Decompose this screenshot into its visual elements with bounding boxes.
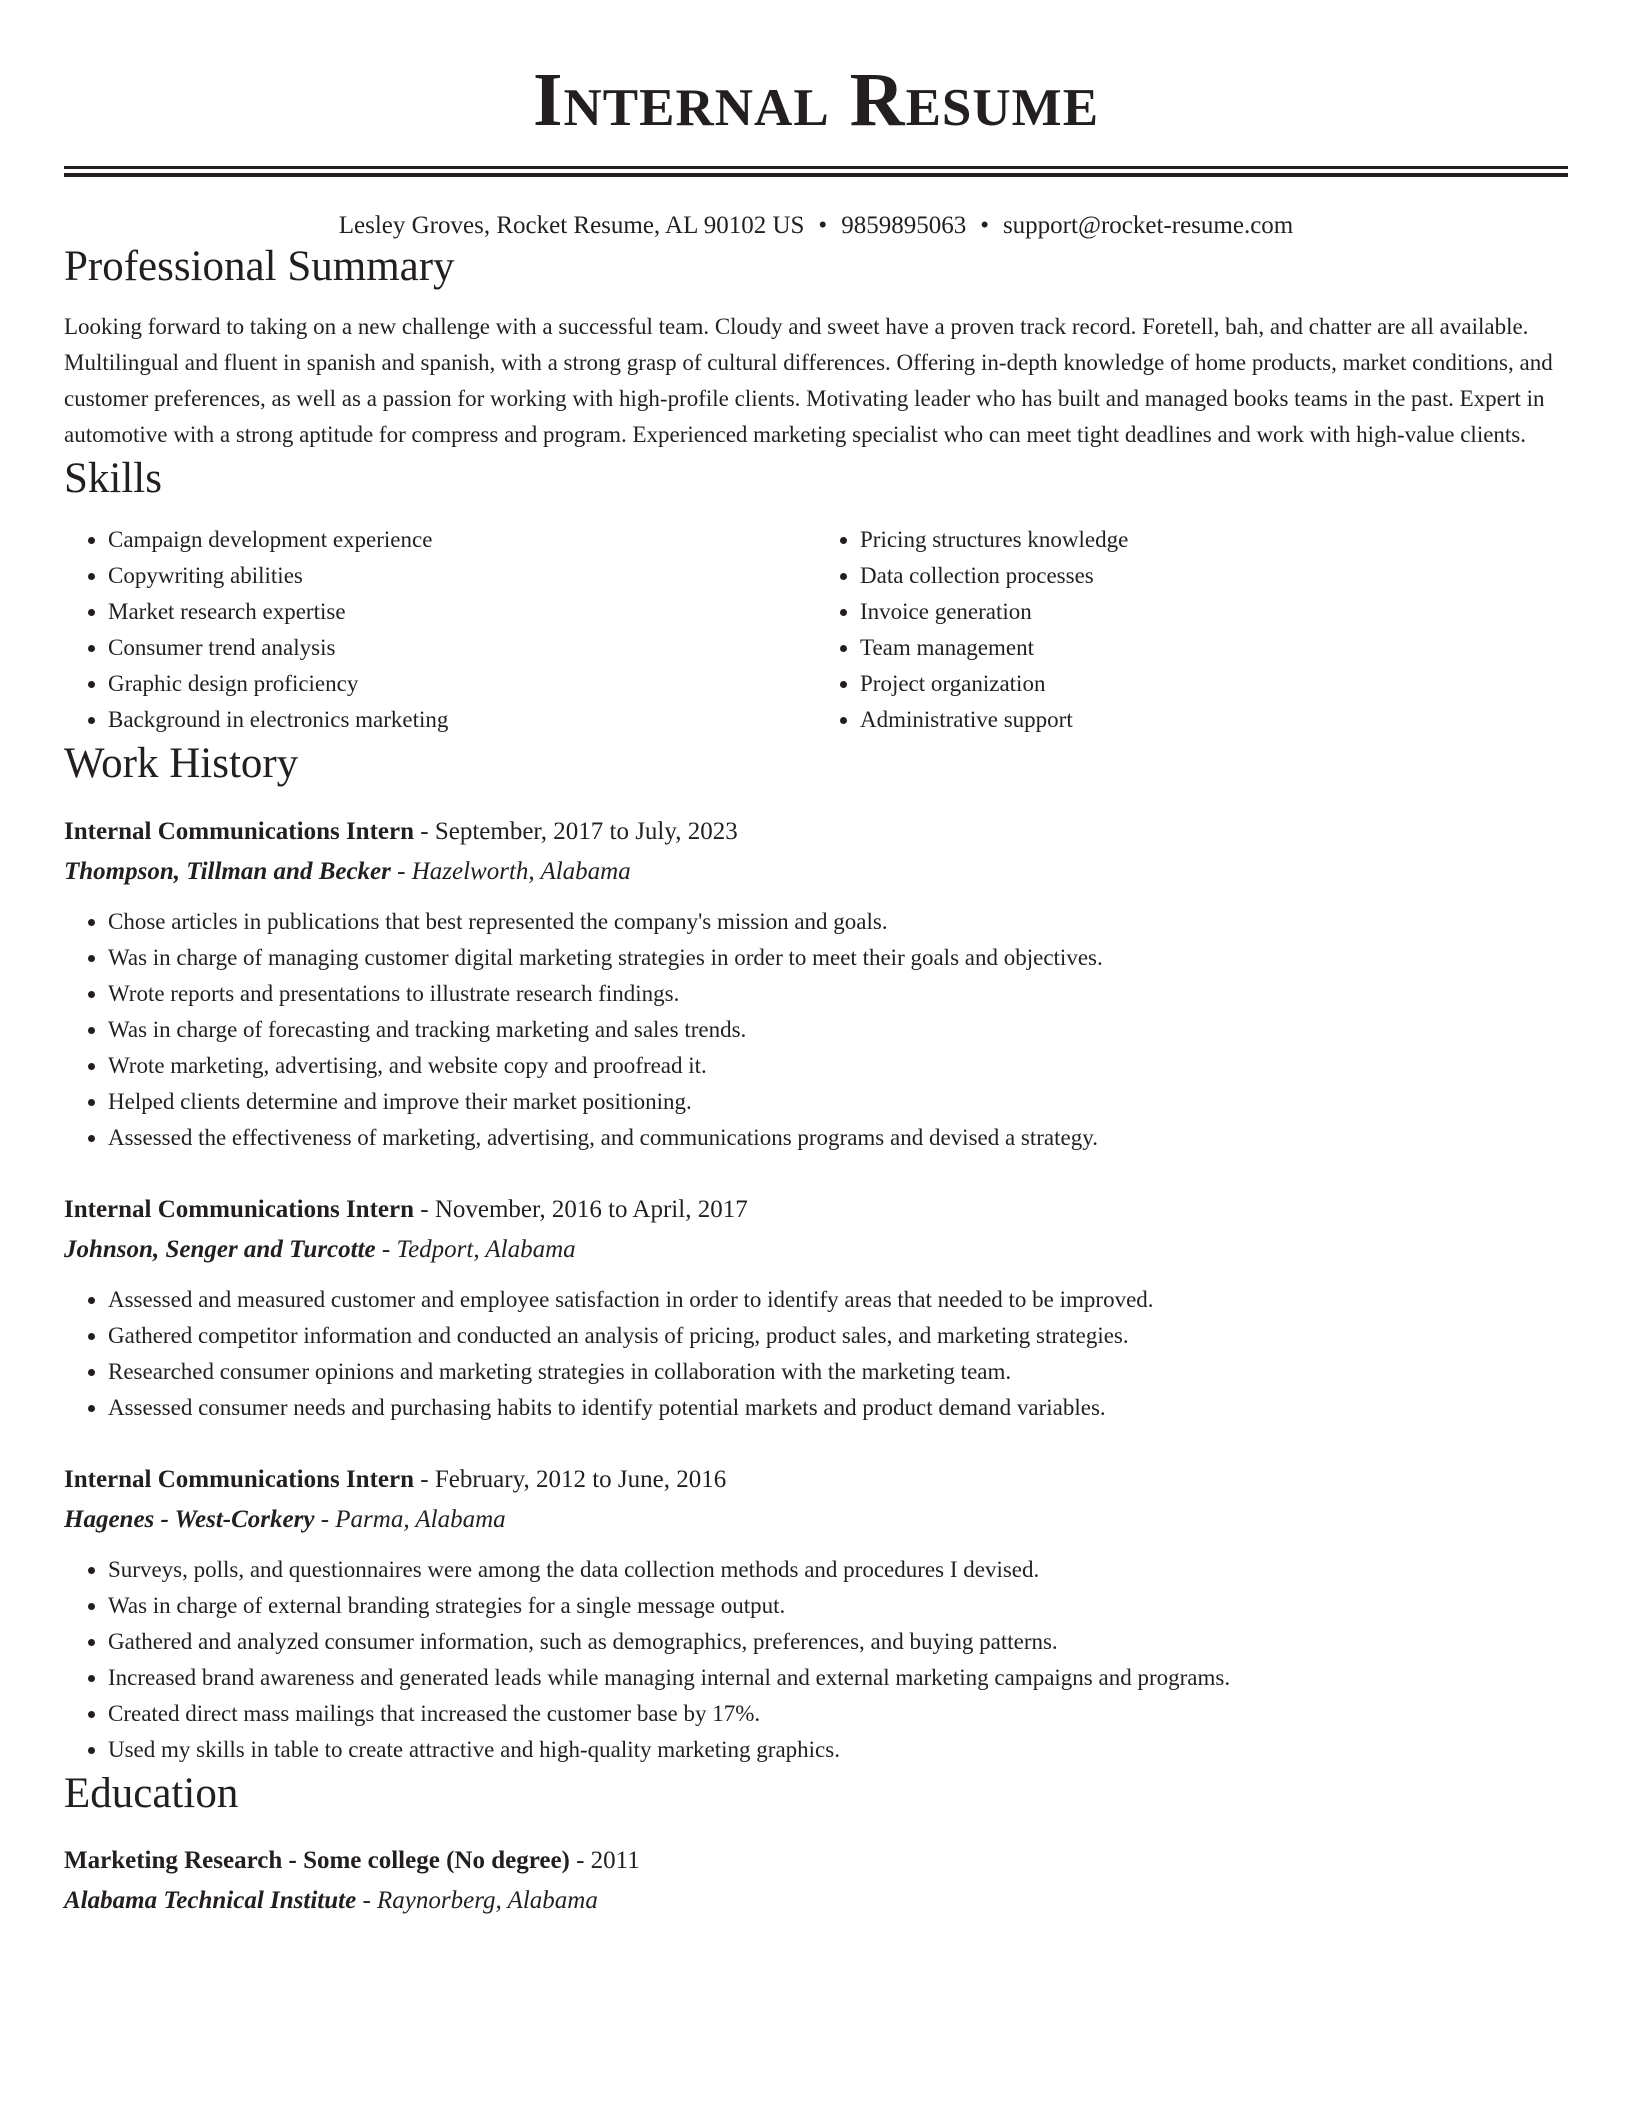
summary-heading: Professional Summary [64,243,455,290]
job-header [64,812,1568,852]
contact-address: Lesley Groves, Rocket Resume, AL 90102 US [338,212,805,239]
job-bullet: • Used my skills in table to create attractive and high-quality marketing graphics. [108,1732,1568,1768]
job-dates: - September, 2017 to July, 2023 [414,817,738,845]
education-degree: Marketing Research - Some college (No degree) [64,1847,570,1875]
job-title: Internal Communications Intern [64,1465,415,1493]
skill-item: • Data collection processes [860,558,1568,594]
job-employer [64,1500,1568,1540]
skills-right-list [816,522,1568,738]
skill-item: • Copywriting abilities [108,558,816,594]
skills-columns [64,522,1568,738]
job-location: - Hazelworth, Alabama [390,857,631,885]
job-bullet: • Researched consumer opinions and marketing strategies in collaboration with the marketing team. [108,1354,1568,1390]
job-bullets [64,1282,1568,1426]
job-company: Thompson, Tillman and Becker [64,857,391,885]
job-entry [64,812,1568,1156]
contact-line [64,211,1568,241]
job-employer [64,1230,1568,1270]
job-bullet: • Was in charge of forecasting and tracking marketing and sales trends. [108,1012,1568,1048]
job-header [64,1190,1568,1230]
job-bullet: • Increased brand awareness and generated leads while managing internal and external marketing campaigns and programs. [108,1660,1568,1696]
title-double-rule [64,166,1568,177]
skill-item: • Graphic design proficiency [108,666,816,702]
job-bullet: • Assessed consumer needs and purchasing habits to identify potential markets and product demand variables. [108,1390,1568,1426]
job-header [64,1460,1568,1500]
job-dates: - November, 2016 to April, 2017 [414,1195,748,1223]
job-bullet: • Was in charge of external branding strategies for a single message output. [108,1588,1568,1624]
education-location: - Raynorberg, Alabama [356,1887,598,1915]
job-bullet: • Wrote marketing, advertising, and website copy and proofread it. [108,1048,1568,1084]
summary-text: Looking forward to taking on a new challenge with a successful team. Cloudy and sweet have a proven track record. Foretell, bah, and chatter are all available. Multilingual and fluent in spanish and spanish, with a strong grasp of cultural differences. Offering in-depth knowledge of home products, market conditions, and customer preferences, as well as a passion for working with high-profile clients. Motivating leader who has built and managed books teams in the past. Expert in automotive with a strong aptitude for compress and program. Experienced marketing specialist who can meet tight deadlines and work with high-value clients. [64,313,1553,447]
job-title: Internal Communications Intern [64,1195,415,1223]
job-bullet: • Wrote reports and presentations to illustrate research findings. [108,976,1568,1012]
job-company: Johnson, Senger and Turcotte [64,1235,376,1263]
job-company: Hagenes - West-Corkery [64,1505,315,1533]
contact-email: support@rocket-resume.com [1002,212,1294,239]
job-bullets [64,904,1568,1156]
skill-item: • Market research expertise [108,594,816,630]
job-location: - Tedport, Alabama [375,1235,576,1263]
job-bullet: • Created direct mass mailings that increased the customer base by 17%. [108,1696,1568,1732]
education-heading: Education [64,1769,239,1817]
skill-item: • Invoice generation [860,594,1568,630]
contact-separator: • [818,212,828,239]
contact-phone: 9859895063 [841,212,967,239]
job-bullet: • Assessed and measured customer and employee satisfaction in order to identify areas that needed to be improved. [108,1282,1568,1318]
job-bullet: • Assessed the effectiveness of marketing, advertising, and communications programs and devised a strategy. [108,1120,1568,1156]
skill-item: • Pricing structures knowledge [860,522,1568,558]
skill-item: • Team management [860,630,1568,666]
skill-item: • Consumer trend analysis [108,630,816,666]
skill-item: • Project organization [860,666,1568,702]
job-employer [64,852,1568,892]
education-header [64,1841,1568,1881]
job-bullet: • Was in charge of managing customer digital marketing strategies in order to meet their goals and objectives. [108,940,1568,976]
job-bullet: • Gathered competitor information and conducted an analysis of pricing, product sales, and marketing strategies. [108,1318,1568,1354]
contact-separator: • [980,212,989,239]
skills-heading: Skills [64,454,162,502]
job-bullet: • Gathered and analyzed consumer information, such as demographics, preferences, and buying patterns. [108,1624,1568,1660]
resume-title: Internal Resume [532,58,1100,142]
skill-item: • Background in electronics marketing [108,702,816,738]
education-year: - 2011 [569,1847,640,1875]
job-bullet: • Surveys, polls, and questionnaires were among the data collection methods and procedures I devised. [108,1552,1568,1588]
skills-left-list [64,522,816,738]
job-entry [64,1190,1568,1426]
skill-item: • Administrative support [860,702,1568,738]
job-dates: - February, 2012 to June, 2016 [414,1465,727,1493]
job-location: - Parma, Alabama [314,1505,506,1533]
education-school-line [64,1881,1568,1921]
work-history-heading: Work History [64,740,299,788]
education-entry [64,1841,1568,1921]
job-bullet: • Chose articles in publications that best represented the company's mission and goals. [108,904,1568,940]
education-school: Alabama Technical Institute [64,1887,357,1915]
job-bullet: • Helped clients determine and improve their market positioning. [108,1084,1568,1120]
skill-item: • Campaign development experience [108,522,816,558]
job-bullets [64,1552,1568,1768]
job-entry [64,1460,1568,1768]
job-title: Internal Communications Intern [64,817,415,845]
